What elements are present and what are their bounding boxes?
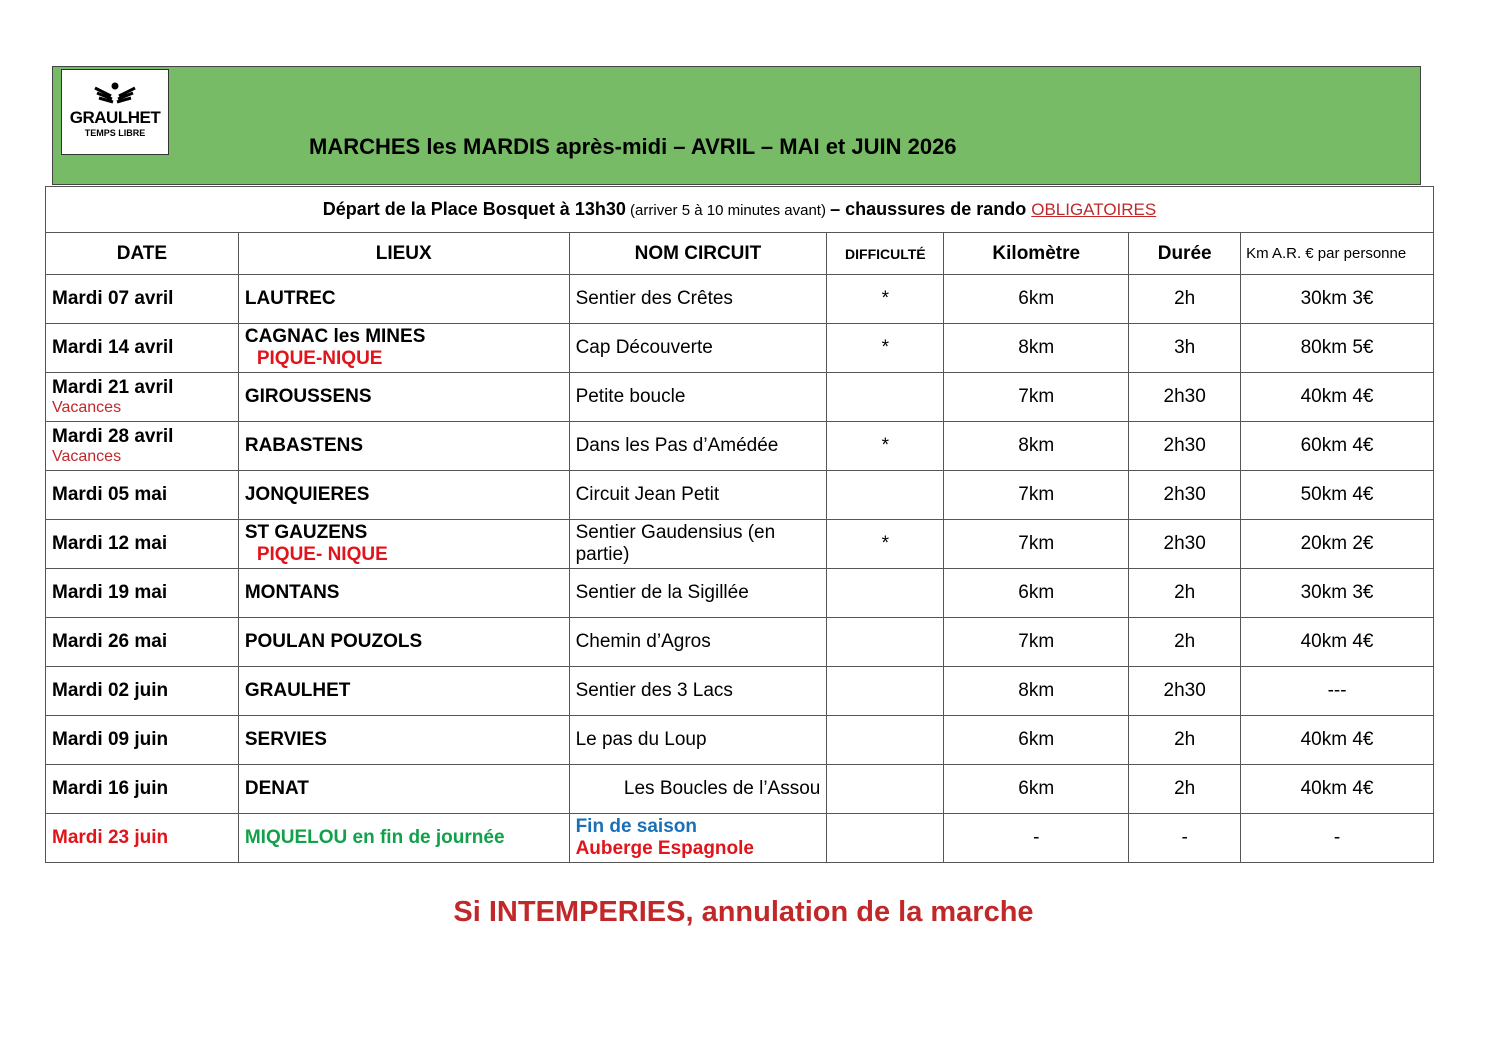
col-duree: Durée [1129, 233, 1241, 275]
diff-cell [827, 618, 944, 667]
prix-cell: 30km 3€ [1241, 275, 1434, 324]
lieu-text: POULAN POUZOLS [244, 631, 423, 652]
lieu-cell [238, 275, 569, 324]
duree-cell: 2h30 [1129, 520, 1241, 569]
lieu-cell [238, 422, 569, 471]
km-cell: 6km [944, 716, 1129, 765]
date-cell [46, 765, 239, 814]
prix-cell: 80km 5€ [1241, 324, 1434, 373]
km-cell: 8km [944, 324, 1129, 373]
lieu-cell [238, 618, 569, 667]
duree-cell: - [1129, 814, 1241, 863]
km-cell: 6km [944, 765, 1129, 814]
date-text: Mardi 09 juin [52, 729, 169, 750]
lieu-cell [238, 667, 569, 716]
date-text: Mardi 05 mai [52, 484, 168, 505]
duree-cell: 2h30 [1129, 667, 1241, 716]
table-row [46, 716, 1434, 765]
logo-line1: GRAULHET [69, 108, 161, 127]
prix-cell: 50km 4€ [1241, 471, 1434, 520]
lieu-text: SERVIES [244, 729, 327, 750]
lieu-text: GIROUSSENS [244, 386, 372, 407]
km-cell: 6km [944, 275, 1129, 324]
schedule-table [45, 186, 1434, 863]
date-text: Mardi 28 avril [52, 426, 174, 447]
lieu-cell [238, 520, 569, 569]
lieu-cell [238, 569, 569, 618]
prix-cell: 30km 3€ [1241, 569, 1434, 618]
date-text: Mardi 21 avril [52, 377, 174, 398]
date-text: Mardi 14 avril [52, 337, 174, 358]
date-note: Vacances [52, 448, 122, 465]
header-row [46, 233, 1434, 275]
circuit-cell: Les Boucles de l’Assou [569, 765, 827, 814]
col-circuit: NOM CIRCUIT [569, 233, 827, 275]
date-cell [46, 520, 239, 569]
lieu-cell [238, 716, 569, 765]
date-text: Mardi 12 mai [52, 533, 168, 554]
season-end-text: Fin de saison [575, 816, 697, 837]
table-row [46, 275, 1434, 324]
picnic-note: PIQUE- NIQUE [256, 544, 388, 565]
circuit-cell: Circuit Jean Petit [569, 471, 827, 520]
date-text: Mardi 16 juin [52, 778, 169, 799]
logo [61, 69, 169, 155]
col-lieux: LIEUX [238, 233, 569, 275]
table-row [46, 373, 1434, 422]
table-row [46, 618, 1434, 667]
auberge-text: Auberge Espagnole [575, 838, 754, 859]
prix-cell: 40km 4€ [1241, 618, 1434, 667]
date-cell [46, 275, 239, 324]
date-text: Mardi 02 juin [52, 680, 169, 701]
lieu-text: DENAT [244, 778, 309, 799]
lieu-text: MONTANS [244, 582, 340, 603]
circuit-cell: Le pas du Loup [569, 716, 827, 765]
logo-line2: TEMPS LIBRE [84, 128, 146, 138]
circuit-cell: Dans les Pas d’Amédée [569, 422, 827, 471]
duree-cell: 3h [1129, 324, 1241, 373]
prix-cell: 40km 4€ [1241, 716, 1434, 765]
table-row [46, 324, 1434, 373]
diff-cell: * [827, 422, 944, 471]
arrival-note: (arriver 5 à 10 minutes avant) [625, 202, 831, 219]
circuit-cell: Sentier Gaudensius (en partie) [569, 520, 827, 569]
diff-cell [827, 667, 944, 716]
shoes-text: – chaussures de rando [830, 199, 1032, 219]
lieu-cell: MIQUELOU en fin de journée [238, 814, 569, 863]
duree-cell: 2h [1129, 716, 1241, 765]
lieu-text: ST GAUZENS [244, 522, 368, 543]
weather-warning: Si INTEMPERIES, annulation de la marche [453, 896, 1034, 928]
table-row [46, 520, 1434, 569]
km-cell: 8km [944, 667, 1129, 716]
lieu-cell [238, 471, 569, 520]
picnic-note: PIQUE-NIQUE [256, 348, 383, 369]
lieu-text: JONQUIERES [244, 484, 370, 505]
circuit-cell: Petite boucle [569, 373, 827, 422]
date-cell [46, 667, 239, 716]
date-cell [46, 373, 239, 422]
lieu-text: LAUTREC [244, 288, 336, 309]
circuit-cell [569, 814, 827, 863]
table-row [46, 471, 1434, 520]
duree-cell: 2h30 [1129, 373, 1241, 422]
diff-cell [827, 373, 944, 422]
circuit-cell: Sentier des 3 Lacs [569, 667, 827, 716]
table-row [46, 422, 1434, 471]
km-cell: 7km [944, 373, 1129, 422]
prix-cell: --- [1241, 667, 1434, 716]
circuit-cell: Chemin d’Agros [569, 618, 827, 667]
duree-cell: 2h [1129, 275, 1241, 324]
date-text: Mardi 19 mai [52, 582, 168, 603]
table-row [46, 765, 1434, 814]
table-row [46, 667, 1434, 716]
date-cell [46, 618, 239, 667]
page-title: MARCHES les MARDIS après-midi – AVRIL – MAI et JUIN 2026 [309, 134, 957, 159]
mandatory-text: OBLIGATOIRES [1031, 200, 1157, 219]
date-text: Mardi 26 mai [52, 631, 168, 652]
km-cell: 7km [944, 520, 1129, 569]
date-cell: Mardi 23 juin [46, 814, 239, 863]
col-difficulte: DIFFICULTÉ [827, 233, 944, 275]
duree-cell: 2h [1129, 618, 1241, 667]
departure-info [46, 187, 1434, 233]
diff-cell: * [827, 324, 944, 373]
date-cell [46, 324, 239, 373]
lieu-cell [238, 373, 569, 422]
diff-cell [827, 765, 944, 814]
lieu-text: GRAULHET [244, 680, 351, 701]
date-cell [46, 471, 239, 520]
km-cell: 7km [944, 471, 1129, 520]
table-row-last [46, 814, 1434, 863]
km-cell: - [944, 814, 1129, 863]
date-cell [46, 716, 239, 765]
header-banner [52, 66, 1421, 185]
duree-cell: 2h30 [1129, 422, 1241, 471]
table-row [46, 569, 1434, 618]
duree-cell: 2h30 [1129, 471, 1241, 520]
col-kilometre: Kilomètre [944, 233, 1129, 275]
diff-cell: * [827, 520, 944, 569]
prix-cell: 40km 4€ [1241, 765, 1434, 814]
lieu-text: CAGNAC les MINES [244, 326, 426, 347]
date-cell [46, 569, 239, 618]
circuit-cell: Sentier de la Sigillée [569, 569, 827, 618]
prix-cell: 20km 2€ [1241, 520, 1434, 569]
km-cell: 8km [944, 422, 1129, 471]
circuit-cell: Cap Découverte [569, 324, 827, 373]
duree-cell: 2h [1129, 765, 1241, 814]
prix-cell: 40km 4€ [1241, 373, 1434, 422]
prix-cell: 60km 4€ [1241, 422, 1434, 471]
diff-cell: * [827, 275, 944, 324]
diff-cell [827, 569, 944, 618]
lieu-cell [238, 765, 569, 814]
date-note: Vacances [52, 399, 122, 416]
col-prix: Km A.R. € par personne [1241, 233, 1434, 275]
km-cell: 7km [944, 618, 1129, 667]
lieu-text: RABASTENS [244, 435, 364, 456]
prix-cell: - [1241, 814, 1434, 863]
diff-cell [827, 814, 944, 863]
date-text: Mardi 07 avril [52, 288, 174, 309]
circuit-cell: Sentier des Crêtes [569, 275, 827, 324]
lieu-cell [238, 324, 569, 373]
km-cell: 6km [944, 569, 1129, 618]
col-date: DATE [46, 233, 239, 275]
diff-cell [827, 716, 944, 765]
date-cell [46, 422, 239, 471]
diff-cell [827, 471, 944, 520]
departure-text: Départ de la Place Bosquet à 13h30 [322, 199, 626, 219]
logo-icon [93, 82, 137, 104]
duree-cell: 2h [1129, 569, 1241, 618]
